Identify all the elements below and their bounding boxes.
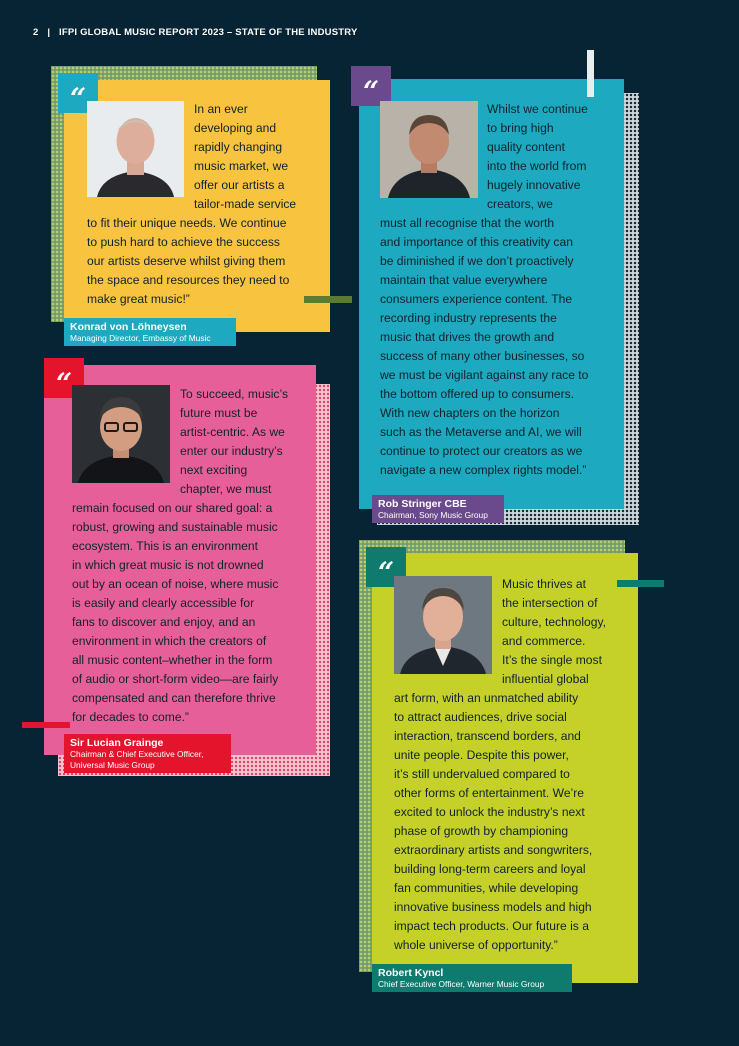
quote-mark-icon: “: [58, 73, 98, 113]
quote-text: In an ever developing and rapidly changing music market, we offer our artists a tailor-made service to fit their unique needs. We continue to push hard to achieve the success our artists deserve whilst giving them the space and resources they need to make great music!”: [87, 102, 297, 306]
speaker-title: Managing Director, Embassy of Music: [70, 333, 211, 343]
quote-text: Whilst we continue to bring high quality content into the world from hugely innovative creators, we must all recognise that the worth and importance of this creativity can be diminished if we don’t proactively maintain that value everywhere consumers experience content. The recording industry represents the music that drives the growth and success of many other businesses, so we must be vigilant against any race to the bottom offered up to consumers. With new chapters on the horizon such as the Metaverse and AI, we will continue to protect our creators as we navigate a new complex rights model.”: [380, 102, 589, 477]
speaker-title-line-1: Chairman & Chief Executive Officer,: [70, 749, 204, 759]
speaker-title: Chief Executive Officer, Warner Music Group: [378, 979, 545, 989]
speaker-name: Robert Kyncl: [378, 967, 444, 979]
speaker-title-line-2: Universal Music Group: [70, 760, 155, 770]
attribution-box: [372, 964, 572, 992]
speaker-name: Rob Stringer CBE: [378, 498, 467, 510]
quote-text: To succeed, music’s future must be artist-centric. As we enter our industry’s next exciting chapter, we must remain focused on our shared goal: a robust, growing and sustainable music ecosystem. This is an environment in which great music is not drowned out by an ocean of noise, where music is easily and clearly accessible for fans to discover and enjoy, and an environment in which the creators of all music content–whether in the form of audio or short-form video—are fairly compensated and can therefore thrive for decades to come.”: [72, 387, 288, 724]
accent-bar: [22, 722, 70, 728]
accent-bar: [587, 50, 594, 97]
quote-text: Music thrives at the intersection of culture, technology, and commerce. It’s the single most influential global art form, with an unmatched ability to attract audiences, drive social interaction, transcend borders, and unite people. Despite this power, it’s still undervalued compared to other forms of entertainment. We’re excited to unlock the industry’s next phase of growth by championing extraordinary artists and songwriters, building long-term careers and loyal fan communities, while developing innovative business models and high impact tech products. Our future is a whole universe of opportunity.”: [394, 577, 606, 952]
report-title: IFPI GLOBAL MUSIC REPORT 2023 – STATE OF THE INDUSTRY: [59, 27, 358, 38]
speaker-title: Chairman, Sony Music Group: [378, 510, 488, 520]
quote-mark-icon: “: [366, 547, 406, 587]
attribution-box: [372, 495, 504, 523]
attribution-box: [64, 734, 231, 773]
header-separator: |: [47, 27, 51, 38]
speaker-name: Sir Lucian Grainge: [70, 737, 164, 749]
quote-mark-icon: “: [44, 358, 84, 398]
speaker-name: Konrad von Löhneysen: [70, 321, 187, 333]
running-header: [33, 27, 357, 38]
attribution-box: [64, 318, 236, 346]
quote-mark-icon: “: [351, 66, 391, 106]
accent-bar: [304, 296, 352, 303]
page-number: 2: [33, 27, 39, 38]
